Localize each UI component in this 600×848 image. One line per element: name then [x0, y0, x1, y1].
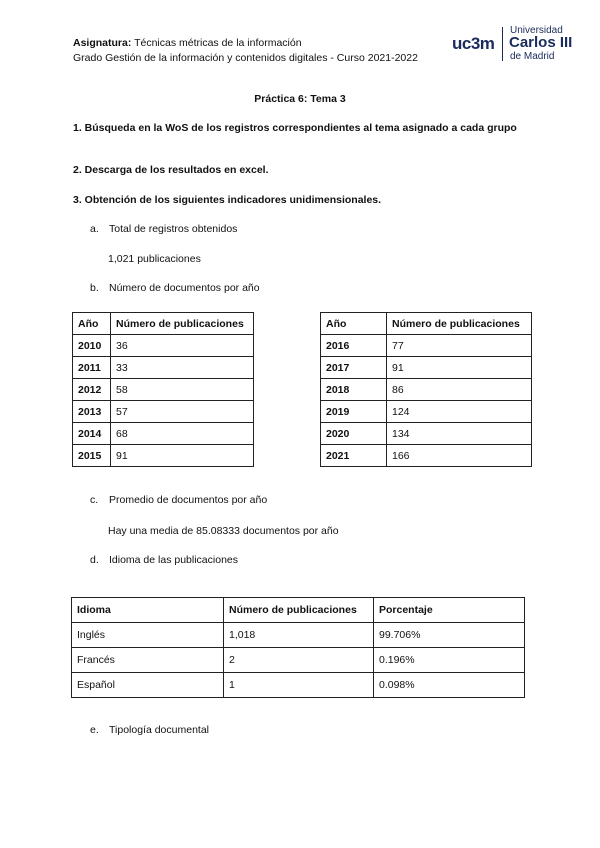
- count-cell: 77: [387, 335, 532, 357]
- item-e-text: Tipología documental: [109, 724, 210, 736]
- item-a: [90, 223, 237, 235]
- page-title: Práctica 6: Tema 3: [254, 93, 346, 105]
- count-cell: 68: [111, 423, 254, 445]
- year-table-right: [320, 312, 532, 467]
- table-row: [73, 357, 254, 379]
- item-a-text: Total de registros obtenidos: [109, 223, 238, 235]
- table-row: [321, 401, 532, 423]
- col-count: Número de publicaciones: [111, 313, 254, 335]
- item-d-label: d.: [90, 554, 99, 566]
- language-cell: Francés: [72, 648, 224, 673]
- col-count: Número de publicaciones: [387, 313, 532, 335]
- year-table-left: [72, 312, 254, 467]
- header-asignatura: [73, 37, 302, 49]
- step-1: 1. Búsqueda en la WoS de los registros correspondientes al tema asignado a cada grupo: [73, 122, 517, 134]
- count-cell: 124: [387, 401, 532, 423]
- count-cell: 58: [111, 379, 254, 401]
- table-row: [321, 445, 532, 467]
- table-header-row: [72, 598, 525, 623]
- count-cell: 91: [111, 445, 254, 467]
- step-2: 2. Descarga de los resultados en excel.: [73, 164, 269, 176]
- table-row: [73, 423, 254, 445]
- item-c: [90, 494, 267, 506]
- count-cell: 166: [387, 445, 532, 467]
- table-row: [72, 623, 525, 648]
- year-cell: 2020: [321, 423, 387, 445]
- table-row: [73, 445, 254, 467]
- asignatura-label: Asignatura:: [73, 37, 132, 49]
- count-cell: 2: [224, 648, 374, 673]
- language-cell: Español: [72, 673, 224, 698]
- table-row: [73, 379, 254, 401]
- year-cell: 2010: [73, 335, 111, 357]
- col-year: Año: [73, 313, 111, 335]
- col-percent: Porcentaje: [374, 598, 525, 623]
- item-c-text: Promedio de documentos por año: [109, 494, 268, 506]
- item-b-label: b.: [90, 282, 99, 294]
- count-cell: 33: [111, 357, 254, 379]
- item-c-label: c.: [90, 494, 99, 506]
- table-row: [72, 673, 525, 698]
- header-grado: Grado Gestión de la información y contenidos digitales - Curso 2021-2022: [73, 52, 418, 64]
- count-cell: 36: [111, 335, 254, 357]
- table-row: [321, 379, 532, 401]
- item-a-value: 1,021 publicaciones: [108, 253, 201, 265]
- logo-line1: Universidad: [510, 25, 563, 36]
- year-cell: 2011: [73, 357, 111, 379]
- year-cell: 2012: [73, 379, 111, 401]
- table-row: [321, 335, 532, 357]
- item-e-label: e.: [90, 724, 99, 736]
- count-cell: 57: [111, 401, 254, 423]
- logo-divider: [502, 27, 503, 61]
- item-a-label: a.: [90, 223, 99, 235]
- year-cell: 2021: [321, 445, 387, 467]
- language-table: [71, 597, 525, 698]
- university-logo: [452, 24, 577, 64]
- item-c-value: Hay una media de 85.08333 documentos por año: [108, 525, 339, 537]
- language-cell: Inglés: [72, 623, 224, 648]
- item-d-text: Idioma de las publicaciones: [109, 554, 238, 566]
- table-header-row: [321, 313, 532, 335]
- percent-cell: 0.098%: [374, 673, 525, 698]
- year-cell: 2016: [321, 335, 387, 357]
- count-cell: 1: [224, 673, 374, 698]
- item-b: [90, 282, 260, 294]
- table-row: [73, 401, 254, 423]
- item-b-text: Número de documentos por año: [109, 282, 260, 294]
- col-language: Idioma: [72, 598, 224, 623]
- percent-cell: 99.706%: [374, 623, 525, 648]
- table-row: [321, 423, 532, 445]
- table-header-row: [73, 313, 254, 335]
- logo-line3: de Madrid: [510, 51, 555, 62]
- count-cell: 1,018: [224, 623, 374, 648]
- logo-line2: Carlos III: [509, 34, 573, 51]
- year-cell: 2015: [73, 445, 111, 467]
- count-cell: 91: [387, 357, 532, 379]
- percent-cell: 0.196%: [374, 648, 525, 673]
- table-row: [72, 648, 525, 673]
- year-cell: 2017: [321, 357, 387, 379]
- table-row: [73, 335, 254, 357]
- col-year: Año: [321, 313, 387, 335]
- year-cell: 2019: [321, 401, 387, 423]
- year-cell: 2014: [73, 423, 111, 445]
- step-3: 3. Obtención de los siguientes indicadores unidimensionales.: [73, 194, 382, 206]
- count-cell: 86: [387, 379, 532, 401]
- asignatura-value: Técnicas métricas de la información: [131, 37, 302, 49]
- item-e: [90, 724, 209, 736]
- logo-short: uc3m: [452, 34, 495, 53]
- year-cell: 2013: [73, 401, 111, 423]
- count-cell: 134: [387, 423, 532, 445]
- year-cell: 2018: [321, 379, 387, 401]
- item-d: [90, 554, 238, 566]
- col-count: Número de publicaciones: [224, 598, 374, 623]
- table-row: [321, 357, 532, 379]
